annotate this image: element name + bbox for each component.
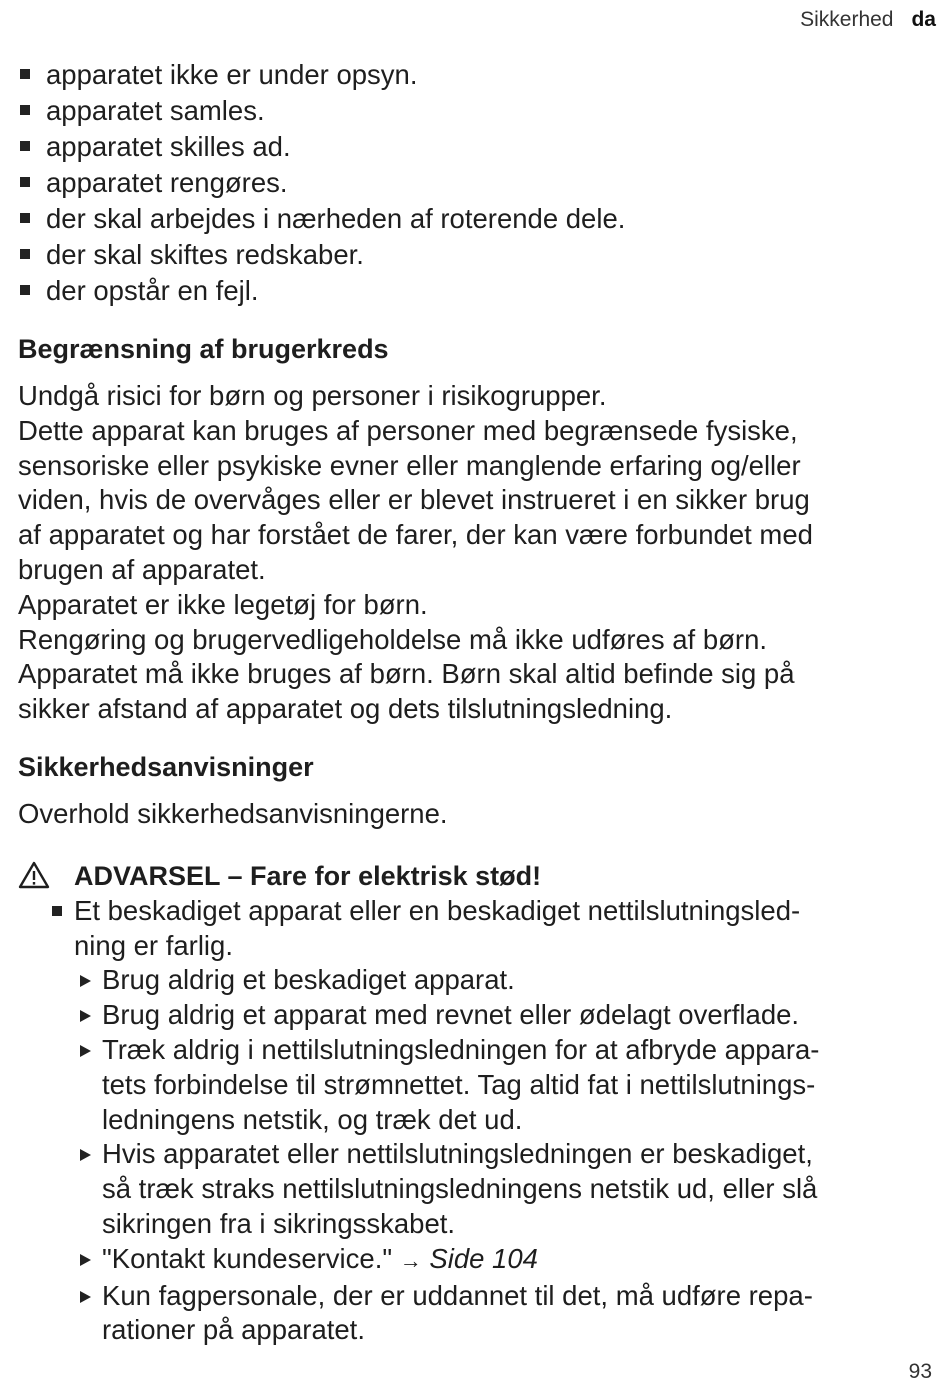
bullet-square-icon <box>20 177 30 187</box>
hazard-item <box>18 894 938 964</box>
bullet-square-icon <box>20 249 30 259</box>
step-arrow-icon <box>80 1254 91 1266</box>
instruction-steps <box>18 963 938 1348</box>
page-content <box>18 57 938 1348</box>
list-item: apparatet skilles ad. <box>18 129 938 165</box>
step-arrow-icon <box>80 1291 91 1303</box>
section-title: Sikkerhed <box>800 8 894 31</box>
step-item <box>18 1137 938 1241</box>
step-arrow-icon <box>80 975 91 987</box>
text-line: Apparatet må ikke bruges af børn. Børn skal altid befinde sig på <box>18 658 795 690</box>
text-line: "Kontakt kundeservice." → Side 104 <box>102 1242 538 1274</box>
warning-title: ADVARSEL – Fare for elektrisk stød! <box>18 858 938 894</box>
text-line: Apparatet er ikke legetøj for børn. <box>18 588 428 620</box>
list-item: der skal arbejdes i nærheden af roterende dele. <box>18 201 938 237</box>
list-item: der skal skiftes redskaber. <box>18 237 938 273</box>
text-line: så træk straks nettilslutningsledningens netstik ud, eller slå <box>102 1173 818 1205</box>
text-line: Undgå risici for børn og personer i risikogrupper. <box>18 380 607 411</box>
warning-triangle-icon <box>18 861 50 889</box>
condition-list <box>18 57 938 309</box>
bullet-square-icon <box>20 285 30 295</box>
text-line: rationer på apparatet. <box>102 1314 365 1346</box>
text-line: af apparatet og har forstået de farer, der kan være forbundet med <box>18 519 813 551</box>
step-item <box>18 1033 938 1137</box>
text-line: Brug aldrig et beskadiget apparat. <box>102 964 515 996</box>
text-line: ledningens netstik, og træk det ud. <box>102 1103 523 1135</box>
text-line: sensoriske eller psykiske evner eller manglende erfaring og/eller <box>18 449 801 481</box>
list-item: apparatet ikke er under opsyn. <box>18 57 938 93</box>
text-line: Rengøring og brugervedligeholdelse må ikke udføres af børn. <box>18 623 767 655</box>
text-line: Hvis apparatet eller nettilslutningsledningen er beskadiget, <box>102 1138 813 1170</box>
text-line: sikker afstand af apparatet og dets tilslutningsledning. <box>18 693 673 725</box>
text-line: brugen af apparatet. <box>18 553 266 585</box>
bullet-square-icon <box>52 906 62 916</box>
text-line: sikringen fra i sikringsskabet. <box>102 1207 456 1239</box>
list-item: apparatet samles. <box>18 93 938 129</box>
bullet-square-icon <box>20 141 30 151</box>
step-item <box>18 1242 938 1279</box>
step-arrow-icon <box>80 1045 91 1057</box>
bullet-square-icon <box>20 105 30 115</box>
text-line: Et beskadiget apparat eller en beskadiget nettilslutningsled- <box>74 894 801 926</box>
text-line: viden, hvis de overvåges eller er blevet instrueret i en sikker brug <box>18 484 810 516</box>
bullet-square-icon <box>20 213 30 223</box>
step-item <box>18 998 938 1033</box>
text-line: Træk aldrig i nettilslutningsledningen for at afbryde appara- <box>102 1033 820 1065</box>
list-item: der opstår en fejl. <box>18 273 938 309</box>
language-code: da <box>911 8 936 31</box>
right-arrow-icon: → <box>399 1247 422 1273</box>
text-line: tets forbindelse til strømnettet. Tag altid fat i nettilslutnings- <box>102 1068 816 1100</box>
bullet-square-icon <box>20 69 30 79</box>
text-line: Brug aldrig et apparat med revnet eller ødelagt overflade. <box>102 999 800 1031</box>
page-reference-link[interactable]: Side 104 <box>429 1242 538 1274</box>
section-heading-user-restriction: Begrænsning af brugerkreds <box>18 334 389 364</box>
text-line: Kun fagpersonale, der er uddannet til det, må udføre repa- <box>102 1279 813 1311</box>
list-item: apparatet rengøres. <box>18 165 938 201</box>
text-line: Dette apparat kan bruges af personer med begrænsede fysiske, <box>18 414 798 446</box>
step-arrow-icon <box>80 1010 91 1022</box>
text-line: ning er farlig. <box>74 929 233 961</box>
page-number: 93 <box>908 1360 932 1383</box>
step-item <box>18 1279 938 1349</box>
step-arrow-icon <box>80 1149 91 1161</box>
section-heading-safety-instructions: Sikkerhedsanvisninger <box>18 751 314 782</box>
user-restriction-text <box>18 379 938 727</box>
step-item <box>18 963 938 998</box>
page-header <box>800 8 936 32</box>
safety-intro: Overhold sikkerhedsanvisningerne. <box>18 797 448 829</box>
